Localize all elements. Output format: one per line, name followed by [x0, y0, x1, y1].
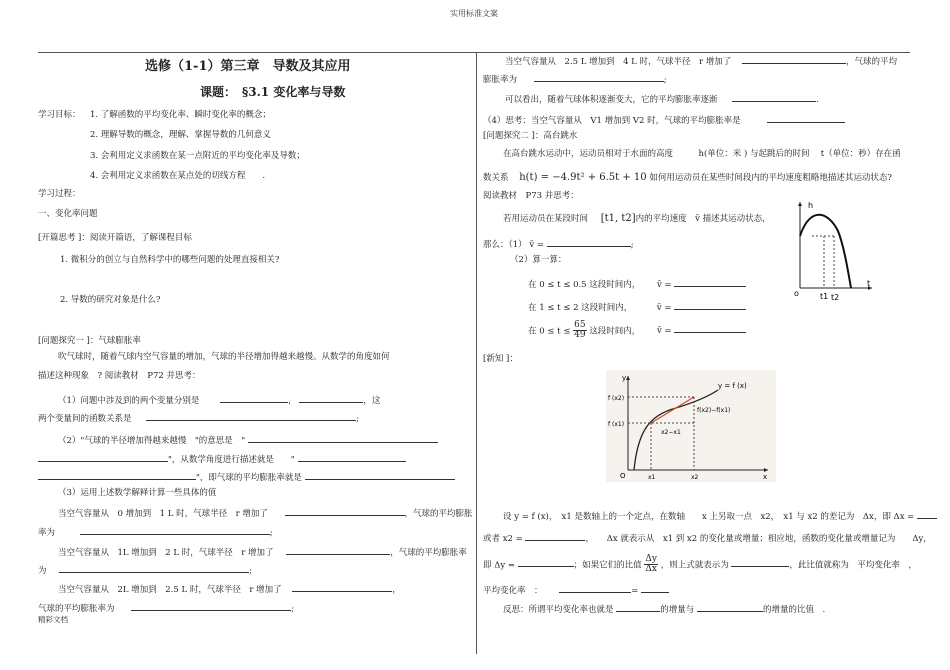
interval-3-text: 在 0 ≤ t ≤: [528, 326, 571, 337]
fx1-label: f (x1): [608, 421, 625, 428]
question-1: 1. 微积分的创立与自然科学中的哪些问题的处理直接相关?: [60, 255, 280, 265]
goal-3: 3. 会利用定义求函数在某一点附近的平均变化率及导数；: [90, 151, 305, 161]
interval-1-v-label: v̄ =: [657, 280, 672, 290]
header-title: 实用标准文案: [450, 9, 498, 18]
blank-delta-x[interactable]: [917, 509, 937, 519]
height-time-graph: [788, 196, 876, 306]
height-curve: [800, 215, 851, 288]
calc-3-rate-line: 气球的平均膨胀率为 ;: [38, 601, 294, 615]
comma: ，: [288, 396, 297, 406]
goal-4: 4. 会利用定义求函数在某点处的切线方程 .: [90, 171, 266, 181]
calc-1-rate-label: 率为: [38, 528, 56, 538]
blank-x2[interactable]: [525, 531, 585, 541]
t1-label: t1: [820, 292, 829, 301]
section-1-heading: 一、变化率问题: [38, 209, 98, 219]
step-2-line: [58, 433, 438, 447]
step-2-text: （2）"气球的半径增加得越来越慢 "的意思是 ": [58, 436, 246, 446]
calc-1-text: 当空气容量从 0 增加到 1 L 时，气球半径 r 增加了: [58, 509, 268, 519]
top-rule: [38, 52, 910, 53]
interval-2-line: [528, 300, 746, 314]
interval-2-v-label: v̄ =: [656, 303, 672, 313]
question-2: 2. 导数的研究对象是什么?: [60, 295, 161, 305]
blank-meaning[interactable]: [248, 433, 438, 443]
calc-3-rate-label: 气球的平均膨胀率为: [38, 604, 115, 614]
r-calc-4-suffix: ，气球的平均: [846, 57, 898, 67]
interval-1-text: 在 0 ≤ t ≤ 0.5 这段时间内，: [528, 280, 641, 290]
calc-3-line: [58, 582, 401, 596]
x2-label: x2: [691, 474, 699, 481]
diving-para-2-question: 如何用运动员在某些时间段内的平均速度粗略地描述其运动状态?: [649, 173, 892, 183]
calc-3-suffix: ，: [392, 585, 401, 595]
step-2-math: "，从数学角度进行描述就是 ": [168, 455, 295, 465]
t-label: t: [867, 279, 871, 288]
opening-thought: [开篇思考 ]：阅读开篇语，了解课程目标: [38, 233, 192, 243]
interval-1-line: [528, 277, 746, 291]
blank-calc-3-rate[interactable]: [131, 601, 291, 611]
new-knowledge-heading: [新知 ]：: [483, 354, 518, 364]
graph-background: [606, 370, 776, 482]
t2-label: t2: [831, 293, 840, 302]
calc-2-rate-line: 为 ;: [38, 563, 252, 577]
frac-den: 49: [574, 330, 586, 341]
blank-function-relation[interactable]: [146, 411, 356, 421]
interval-t1-t2: [t1, t2]: [600, 213, 636, 224]
blank-calc-2-r[interactable]: [286, 545, 390, 555]
footer-text: 精彩文档: [38, 615, 68, 624]
avg-speed-line: [503, 213, 771, 225]
r-think-line: [483, 113, 845, 127]
equals: =: [631, 586, 639, 596]
def-line-2-text: ， Δx 就表示从 x1 到 x2 的变化量或增量；相应地，函数的变化量或增量记为 Δy，: [585, 534, 932, 544]
blank-meaning-cont[interactable]: [38, 452, 168, 462]
h-axis-arrow: [798, 202, 802, 206]
interval-3-v-label: v̄ =: [656, 326, 672, 337]
origin-label: o: [794, 289, 799, 298]
delta-x-label: x2−x1: [661, 429, 681, 436]
y-label: y: [622, 374, 627, 382]
blank-calc-1-r[interactable]: [285, 506, 405, 516]
blank-calc-4-r[interactable]: [742, 54, 846, 64]
explore-2-heading: [问题探究二 ]：高台跳水: [483, 131, 578, 141]
def-line-3: [483, 555, 917, 575]
reflection-text: 反思：所谓平均变化率也就是: [503, 605, 614, 615]
process-label: 学习过程：: [38, 189, 81, 199]
r-calc-4-text: 当空气容量从 2.5 L 增加到 4 L 时，气球半径 r 增加了: [505, 57, 732, 67]
avg-speed-text: 若用运动员在某段时间: [503, 214, 589, 224]
curve-label: y = f (x): [718, 382, 747, 390]
def-line-2: [483, 531, 932, 545]
r-calc-4-rate-label: 膨胀率为: [483, 75, 518, 85]
blank-calc-1-rate[interactable]: [80, 525, 270, 535]
calc-2-line: [58, 545, 467, 559]
def-line-3-text-3: ，此比值就称为 平均变化率 ，: [789, 560, 917, 571]
step-1-text: （1）问题中涉及到的两个变量分别是: [58, 396, 200, 406]
diving-para-2-label: 数关系: [483, 173, 509, 183]
calc-2-text: 当空气容量从 1L 增加到 2 L 时，气球半径 r 增加了: [58, 548, 274, 558]
blank-reflection-2[interactable]: [697, 602, 763, 612]
calc-2-suffix: ，气球的平均膨胀率: [390, 548, 467, 558]
diving-para-1: 在高台跳水运动中，运动员相对于水面的高度 h(单位：米 ) 与起跳后的时间 t（单位：秒）存在函: [503, 149, 901, 159]
x-label: x: [763, 473, 768, 481]
avg-speed-formula-line: 那么：（1） v̄ = ;: [483, 237, 634, 251]
blank-avg-speed-formula[interactable]: [547, 237, 631, 247]
avg-speed-text-2: 内的平均速度 v̄ 描述其运动状态，: [635, 214, 771, 224]
compute-label: （2）算一算：: [510, 255, 567, 265]
diving-para-2: [483, 172, 892, 184]
r-calc-4-line: [505, 54, 897, 68]
calc-3-text: 当空气容量从 2L 增加到 2.5 L 时，气球半径 r 增加了: [58, 585, 282, 595]
function-relation-label: 两个变量间的函数关系是: [38, 414, 132, 424]
average-rate-graph: [606, 370, 776, 482]
height-function: h(t) = −4.9t² + 6.5t + 10: [519, 172, 647, 183]
def-line-1: [503, 509, 937, 523]
interval-3-line: [528, 321, 746, 341]
interval-3-text-2: 这段时间内，: [589, 326, 641, 337]
goal-2: 2. 理解导数的概念，理解、掌握导数的几何意义: [90, 130, 271, 140]
blank-delta-y[interactable]: [518, 557, 574, 567]
r-observation-line: 可以看出，随着气球体积逐渐变大，它的平均膨胀率逐渐 .: [505, 92, 819, 106]
calc-1-line: [58, 506, 473, 520]
blank-reflection-1[interactable]: [616, 602, 660, 612]
lesson-subtitle: 课题： §3.1 变化率与导数: [200, 85, 346, 99]
blank-calc-4-rate[interactable]: [534, 72, 664, 82]
blank-math-description[interactable]: [298, 452, 406, 462]
def-line-1-text: 设 y = f (x)， x1 是数轴上的一个定点，在数轴 x 上另取一点 x2， x1 与 x2 的差记为 Δx，即 Δx =: [503, 512, 915, 522]
delta-y-label: f(x2)−f(x1): [697, 407, 731, 414]
frac-num: 65: [574, 320, 586, 330]
balloon-para-1: 吹气球时，随着气球内空气容量的增加，气球的半径增加得越来越慢。从数学的角度如何: [58, 352, 390, 362]
blank-avg-rate-ratio[interactable]: [641, 583, 669, 593]
def-line-3-text-2: ，则上式就表示为: [660, 560, 729, 571]
o-label: O: [620, 472, 626, 480]
avg-speed-formula-label: 那么：（1） v̄ =: [483, 240, 544, 250]
step-2-rate: "，即气球的平均膨胀率就是: [196, 473, 302, 483]
read-textbook-2: 阅读教材 P73 并思考：: [483, 191, 579, 201]
reflection-text-2: 的增量与: [660, 605, 695, 615]
blank-calc-2-rate[interactable]: [59, 563, 249, 573]
avg-rate-label: 平均变化率 ：: [483, 586, 543, 596]
blank-variable-1[interactable]: [220, 393, 288, 403]
step-2-line-c: [38, 470, 455, 484]
blank-trend[interactable]: [732, 92, 816, 102]
h-label: h: [808, 201, 814, 210]
r-calc-4-rate-line: 膨胀率为 ;: [483, 72, 667, 86]
def-line-3-text: ；如果它们的比值: [573, 560, 642, 571]
balloon-para-2: 描述这种现象 ? 阅读教材 P72 并思考：: [38, 371, 201, 381]
r-think-text: （4）思考：当空气容量从 V1 增加到 V2 时，气球的平均膨胀率是: [483, 116, 741, 126]
goal-1: 1. 了解函数的平均变化率、瞬时变化率的概念；: [90, 110, 271, 120]
blank-v1-v2-rate[interactable]: [767, 113, 845, 123]
dx-den: Δx: [645, 564, 657, 575]
reflection-line: [503, 602, 825, 616]
blank-math-description-cont[interactable]: [38, 470, 196, 480]
x1-label: x1: [648, 474, 656, 481]
blank-variable-2[interactable]: [299, 393, 363, 403]
blank-avg-rate-expr[interactable]: [559, 583, 631, 593]
step-1-suffix: ，这: [363, 396, 381, 406]
blank-interval-3-v[interactable]: [674, 323, 746, 333]
blank-expression[interactable]: [731, 557, 789, 567]
step-2-line-b: [38, 452, 406, 466]
page-title: 选修（1-1）第三章 导数及其应用: [145, 59, 351, 74]
blank-interval-1-v[interactable]: [674, 277, 746, 287]
calc-2-rate-label: 为: [38, 566, 47, 576]
step-1-line: [58, 393, 380, 407]
step-1-function-line: 两个变量间的函数关系是 ;: [38, 411, 359, 425]
def-line-3-label: 即 Δy =: [483, 560, 515, 571]
fraction-65-49: [573, 321, 586, 341]
column-divider: [476, 52, 477, 654]
interval-2-text: 在 1 ≤ t ≤ 2 这段时间内，: [528, 303, 633, 313]
reflection-text-3: 的增量的比值 .: [762, 605, 826, 615]
def-line-4: [483, 583, 669, 597]
explore-1-heading: [问题探究一 ]：气球膨胀率: [38, 336, 141, 346]
dy-num: Δy: [645, 554, 657, 564]
blank-interval-2-v[interactable]: [674, 300, 746, 310]
def-line-2-label: 或者 x2 =: [483, 534, 523, 544]
blank-calc-3-r[interactable]: [292, 582, 392, 592]
fraction-dy-dx: [644, 555, 658, 575]
fx2-label: f (x2): [608, 395, 625, 402]
goals-label: 学习目标：: [38, 110, 81, 120]
step-3-text: （3）运用上述数学解释计算一些具体的值: [58, 488, 217, 498]
calc-1-rate-line: 率为 ;: [38, 525, 273, 539]
calc-1-suffix: ，气球的平均膨胀: [404, 509, 473, 519]
blank-average-rate[interactable]: [305, 470, 455, 480]
r-observation-text: 可以看出，随着气球体积逐渐变大，它的平均膨胀率逐渐: [505, 95, 718, 105]
